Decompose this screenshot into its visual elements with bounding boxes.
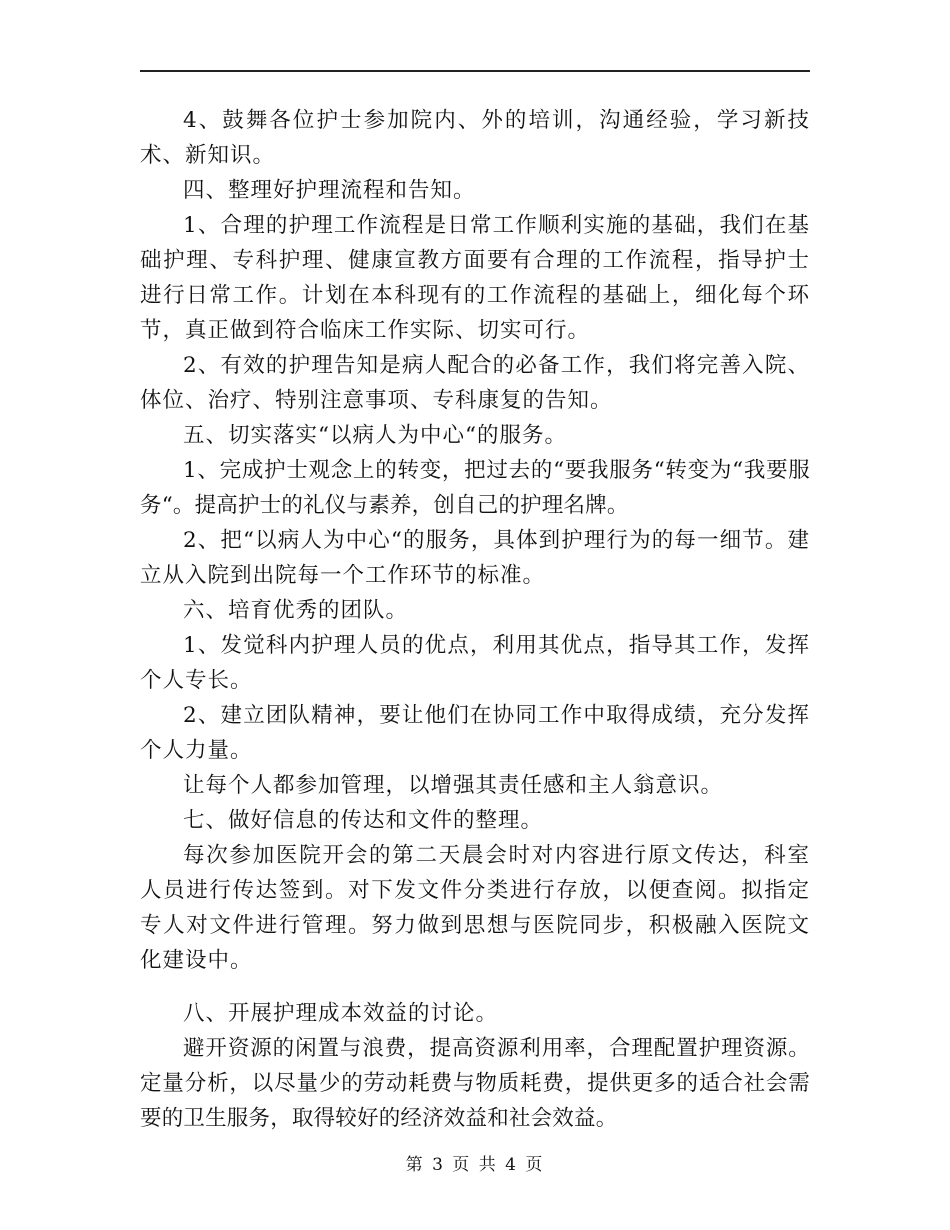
paragraph-notification: 2、有效的护理告知是病人配合的必备工作，我们将完善入院、体位、治疗、特别注意事项、专科康复的告知。 xyxy=(140,353,810,413)
paragraph-strengths: 1、发觉科内护理人员的优点，利用其优点，指导其工作，发挥个人专长。 xyxy=(140,633,810,693)
paragraph-cost-benefit: 避开资源的闲置与浪费，提高资源利用率，合理配置护理资源。定量分析，以尽量少的劳动耗费与物质耗费，提供更多的适合社会需要的卫生服务，取得较好的经济效益和社会效益。 xyxy=(140,1036,810,1131)
header-rule xyxy=(140,70,810,72)
heading-section-7: 七、做好信息的传达和文件的整理。 xyxy=(183,808,544,833)
heading-section-4: 四、整理好护理流程和告知。 xyxy=(183,178,476,203)
paragraph-service-detail: 2、把“以病人为中心“的服务，具体到护理行为的每一细节。建立从入院到出院每一个工作环节的标准。 xyxy=(140,528,810,588)
paragraph-service-concept: 1、完成护士观念上的转变，把过去的“要我服务“转变为“我要服务“。提高护士的礼仪与素养，创自己的护理名牌。 xyxy=(140,458,810,518)
paragraph-workflow: 1、合理的护理工作流程是日常工作顺利实施的基础，我们在基础护理、专科护理、健康宣教方面要有合理的工作流程，指导护士进行日常工作。计划在本科现有的工作流程的基础上，细化每个环节，真正做到符合临床工作实际、切实可行。 xyxy=(140,213,810,343)
page-number: 第 3 页 共 4 页 xyxy=(405,1155,545,1175)
paragraph-team-spirit: 2、建立团队精神，要让他们在协同工作中取得成绩，充分发挥个人力量。 xyxy=(140,703,810,763)
paragraph-information: 每次参加医院开会的第二天晨会时对内容进行原文传达，科室人员进行传达签到。对下发文件分类进行存放，以便查阅。拟指定专人对文件进行管理。努力做到思想与医院同步，积极融入医院文化建设中。 xyxy=(140,843,810,973)
heading-section-6: 六、培育优秀的团队。 xyxy=(183,598,409,623)
document-body xyxy=(140,103,810,1136)
paragraph-training: 4、鼓舞各位护士参加院内、外的培训，沟通经验，学习新技术、新知识。 xyxy=(140,108,810,168)
heading-section-5: 五、切实落实“以病人为中心“的服务。 xyxy=(183,423,567,448)
heading-section-8: 八、开展护理成本效益的讨论。 xyxy=(183,1001,499,1026)
paragraph-participation: 让每个人都参加管理，以增强其责任感和主人翁意识。 xyxy=(183,773,724,798)
